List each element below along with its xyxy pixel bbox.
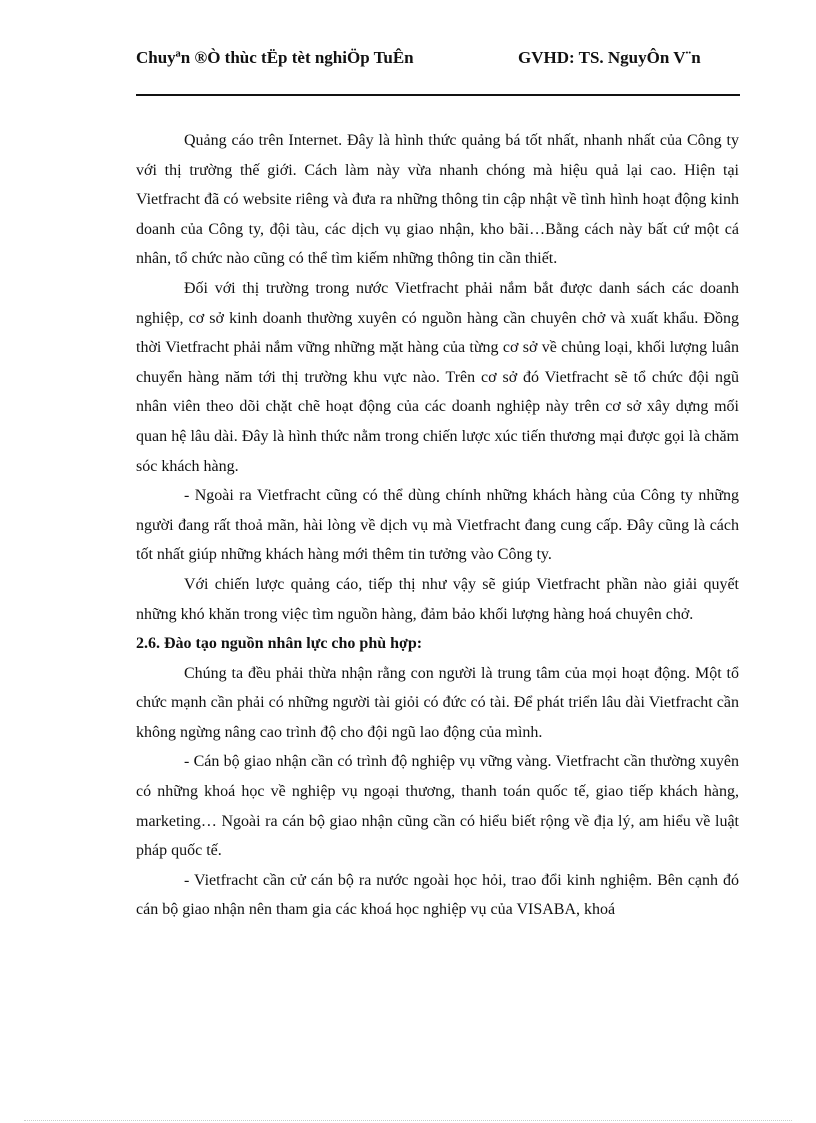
paragraph-staff-qualification: - Cán bộ giao nhận cần có trình độ nghiệp vụ vững vàng. Vietfracht cần thường xuyên có những khoá học về nghiệp vụ ngoại thương, thanh toán quốc tế, giao tiếp khách hàng, marketing… Ngoài ra cán bộ giao nhận cũng cần có hiểu biết rộng về địa lý, am hiểu về luật pháp quốc tế. [136, 753, 739, 860]
document-title: Chuyªn ®Ò thùc tËp tèt nghiÖp TuÊn [136, 48, 414, 67]
page-bottom-divider [24, 1120, 792, 1121]
paragraph-customer-referral: - Ngoài ra Vietfracht cũng có thể dùng chính những khách hàng của Công ty những người đang rất thoả mãn, hài lòng về dịch vụ mà Vietfracht đang cung cấp. Đây cũng là cách tốt nhất giúp những khách hàng mới thêm tin tưởng vào Công ty. [136, 487, 739, 564]
paragraph-overseas-training: - Vietfracht cần cử cán bộ ra nước ngoài học hỏi, trao đổi kinh nghiệm. Bên cạnh đó cán bộ giao nhận nên tham gia các khoá học nghiệp vụ của VISABA, khoá [136, 871, 739, 919]
section-heading-training: 2.6. Đào tạo nguồn nhân lực cho phù hợp: [136, 635, 423, 653]
page-header [136, 48, 740, 96]
paragraph-human-resources: Chúng ta đều phải thừa nhận rằng con người là trung tâm của mọi hoạt động. Một tổ chức mạnh cần phải có những người tài giỏi có đức có tài. Để phát triển lâu dài Vietfracht cần không ngừng nâng cao trình độ cho đội ngũ lao động của mình. [136, 664, 739, 741]
paragraph-domestic-market: Đối với thị trường trong nước Vietfracht phải nắm bắt được danh sách các doanh nghiệp, cơ sở kinh doanh thường xuyên có nguồn hàng cần chuyên chở và xuất khẩu. Đồng thời Vietfracht phải nắm vững những mặt hàng của từng cơ sở về chủng loại, khối lượng luân chuyển hàng năm tới thị trường khu vực nào. Trên cơ sở đó Vietfracht sẽ tổ chức đội ngũ nhân viên theo dõi chặt chẽ hoạt động của các doanh nghiệp này trên cơ sở xây dựng mối quan hệ lâu dài. Đây là hình thức nằm trong chiến lược xúc tiến thương mại được gọi là chăm sóc khách hàng. [136, 279, 739, 475]
paragraph-internet-ads: Quảng cáo trên Internet. Đây là hình thức quảng bá tốt nhất, nhanh nhất của Công ty với thị trường thế giới. Cách làm này vừa nhanh chóng mà hiệu quả lại cao. Hiện tại Vietfracht đã có website riêng và đưa ra những thông tin cập nhật về tình hình hoạt động kinh doanh của Công ty, đội tàu, các dịch vụ giao nhận, kho bãi…Bằng cách này bất cứ một cá nhân, tổ chức nào cũng có thể tìm kiếm những thông tin cần thiết. [136, 132, 739, 268]
paragraph-strategy-summary: Với chiến lược quảng cáo, tiếp thị như vậy sẽ giúp Vietfracht phần nào giải quyết những khó khăn trong việc tìm nguồn hàng, đảm bảo khối lượng hàng hoá chuyên chở. [136, 575, 739, 623]
supervisor-name: GVHD: TS. NguyÔn V¨n [518, 48, 701, 67]
document-body [136, 126, 739, 925]
